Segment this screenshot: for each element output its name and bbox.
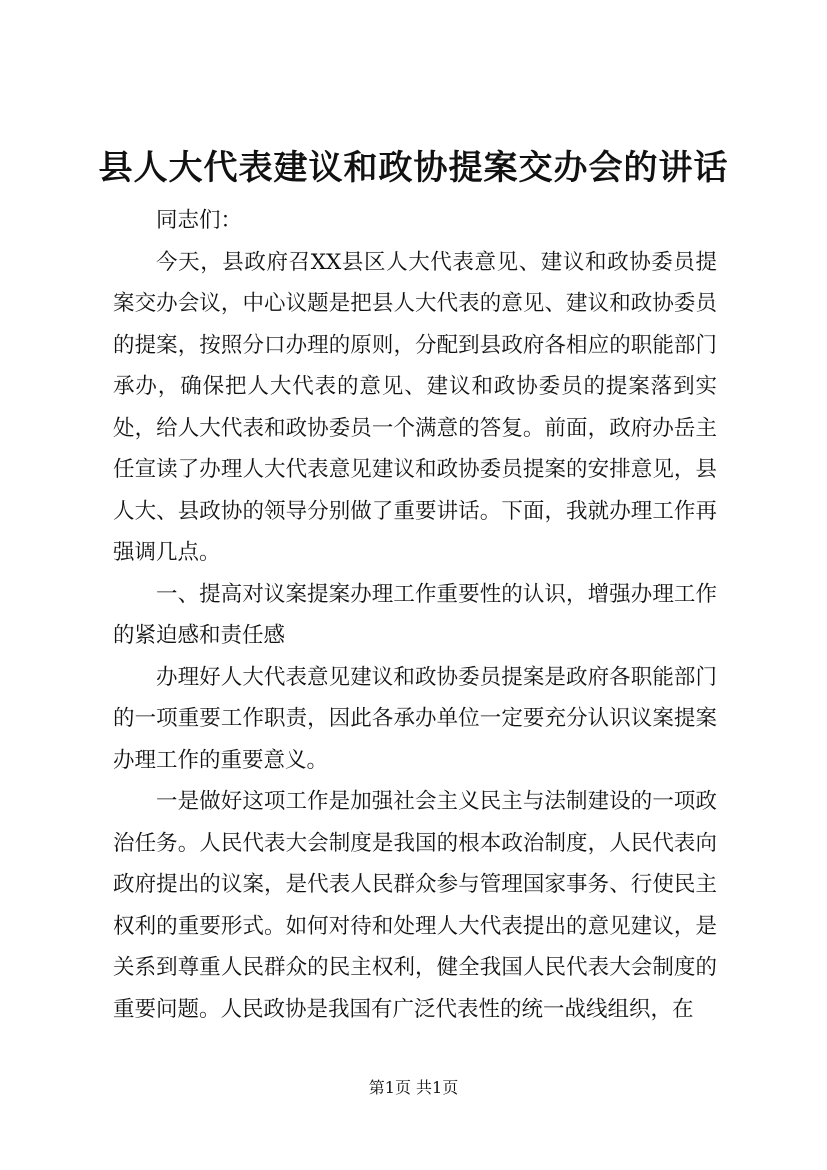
- document-title: 县人大代表建议和政协提案交办会的讲话: [98, 148, 729, 188]
- intro-paragraph: 今天，县政府召XX县区人大代表意见、建议和政协委员提案交办会议，中心议题是把县人大代表的意见、建议和政协委员的提案，按照分口办理的原则，分配到县政府各相应的职能部门承办，确保把人大代表的意见、建议和政协委员的提案落到实处，给人大代表和政协委员一个满意的答复。前面，政府办岳主任宣读了办理人大代表意见建议和政协委员提案的安排意见，县人大、县政协的领导分别做了重要讲话。下面，我就办理工作再强调几点。: [113, 249, 717, 565]
- salutation-paragraph: 同志们：: [156, 208, 243, 233]
- body-paragraph: 一是做好这项工作是加强社会主义民主与法制建设的一项政治任务。人民代表大会制度是我国的根本政治制度，人民代表向政府提出的议案，是代表人民群众参与管理国家事务、行使民主权利的重要形式。如何对待和处理人大代表提出的意见建议，是关系到尊重人民群众的民主权利，健全我国人民代表大会制度的重要问题。人民政协是我国有广泛代表性的统一战线组织，在: [113, 789, 717, 1022]
- page-number-footer: 第1页 共1页: [368, 1078, 459, 1097]
- document-body: [113, 200, 717, 1030]
- body-paragraph: 办理好人大代表意见建议和政协委员提案是政府各职能部门的一项重要工作职责，因此各承办单位一定要充分认识议案提案办理工作的重要意义。: [113, 664, 717, 773]
- section-heading-1: 一、提高对议案提案办理工作重要性的认识，增强办理工作的紧迫感和责任感: [113, 581, 717, 648]
